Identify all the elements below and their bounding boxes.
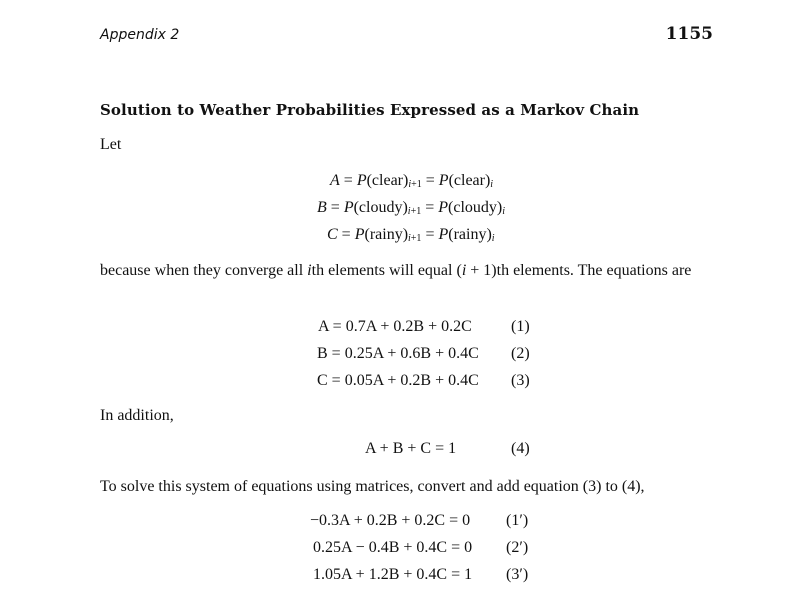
solve-paragraph: To solve this system of equations using matrices, convert and add equation (3) to (4), <box>100 478 645 495</box>
equation-2-prime: 0.25A − 0.4B + 0.4C = 0 <box>313 539 473 556</box>
equation-4-number: (4) <box>511 440 530 457</box>
definition-a: $A = P(clear)_{i+1}$ = $P(clear)_i$ <box>330 172 494 190</box>
equation-3: C = 0.05A + 0.2B + 0.4C <box>317 372 479 389</box>
equation-1-prime: −0.3A + 0.2B + 0.2C = 0 <box>310 512 471 529</box>
equation-4: A + B + C = 1 <box>365 440 457 457</box>
running-head: Appendix 2 <box>100 27 180 43</box>
in-addition-text: In addition, <box>100 407 174 424</box>
definition-c: $C = P(rainy)_{i+1}$ = $P(rainy)_i$ <box>327 226 495 244</box>
equation-3-number: (3) <box>511 372 530 389</box>
equation-1-prime-number: (1′) <box>506 512 529 529</box>
equation-3-prime-number: (3′) <box>506 566 529 583</box>
let-text: Let <box>100 136 122 153</box>
equation-1: A = 0.7A + 0.2B + 0.2C <box>318 318 472 335</box>
equation-3-prime: 1.05A + 1.2B + 0.4C = 1 <box>313 566 473 583</box>
equation-1-number: (1) <box>511 318 530 335</box>
equation-2: B = 0.25A + 0.6B + 0.4C <box>317 345 479 362</box>
converge-paragraph: because when they converge all ith elements will equal (i + 1)th elements. The equations are <box>100 262 692 279</box>
section-title: Solution to Weather Probabilities Expressed as a Markov Chain <box>100 101 640 119</box>
page-number: 1155 <box>665 24 713 44</box>
definition-b: $B = P(cloudy)_{i+1}$ = $P(cloudy)_i$ <box>317 199 506 217</box>
equation-2-prime-number: (2′) <box>506 539 529 556</box>
equation-2-number: (2) <box>511 345 530 362</box>
